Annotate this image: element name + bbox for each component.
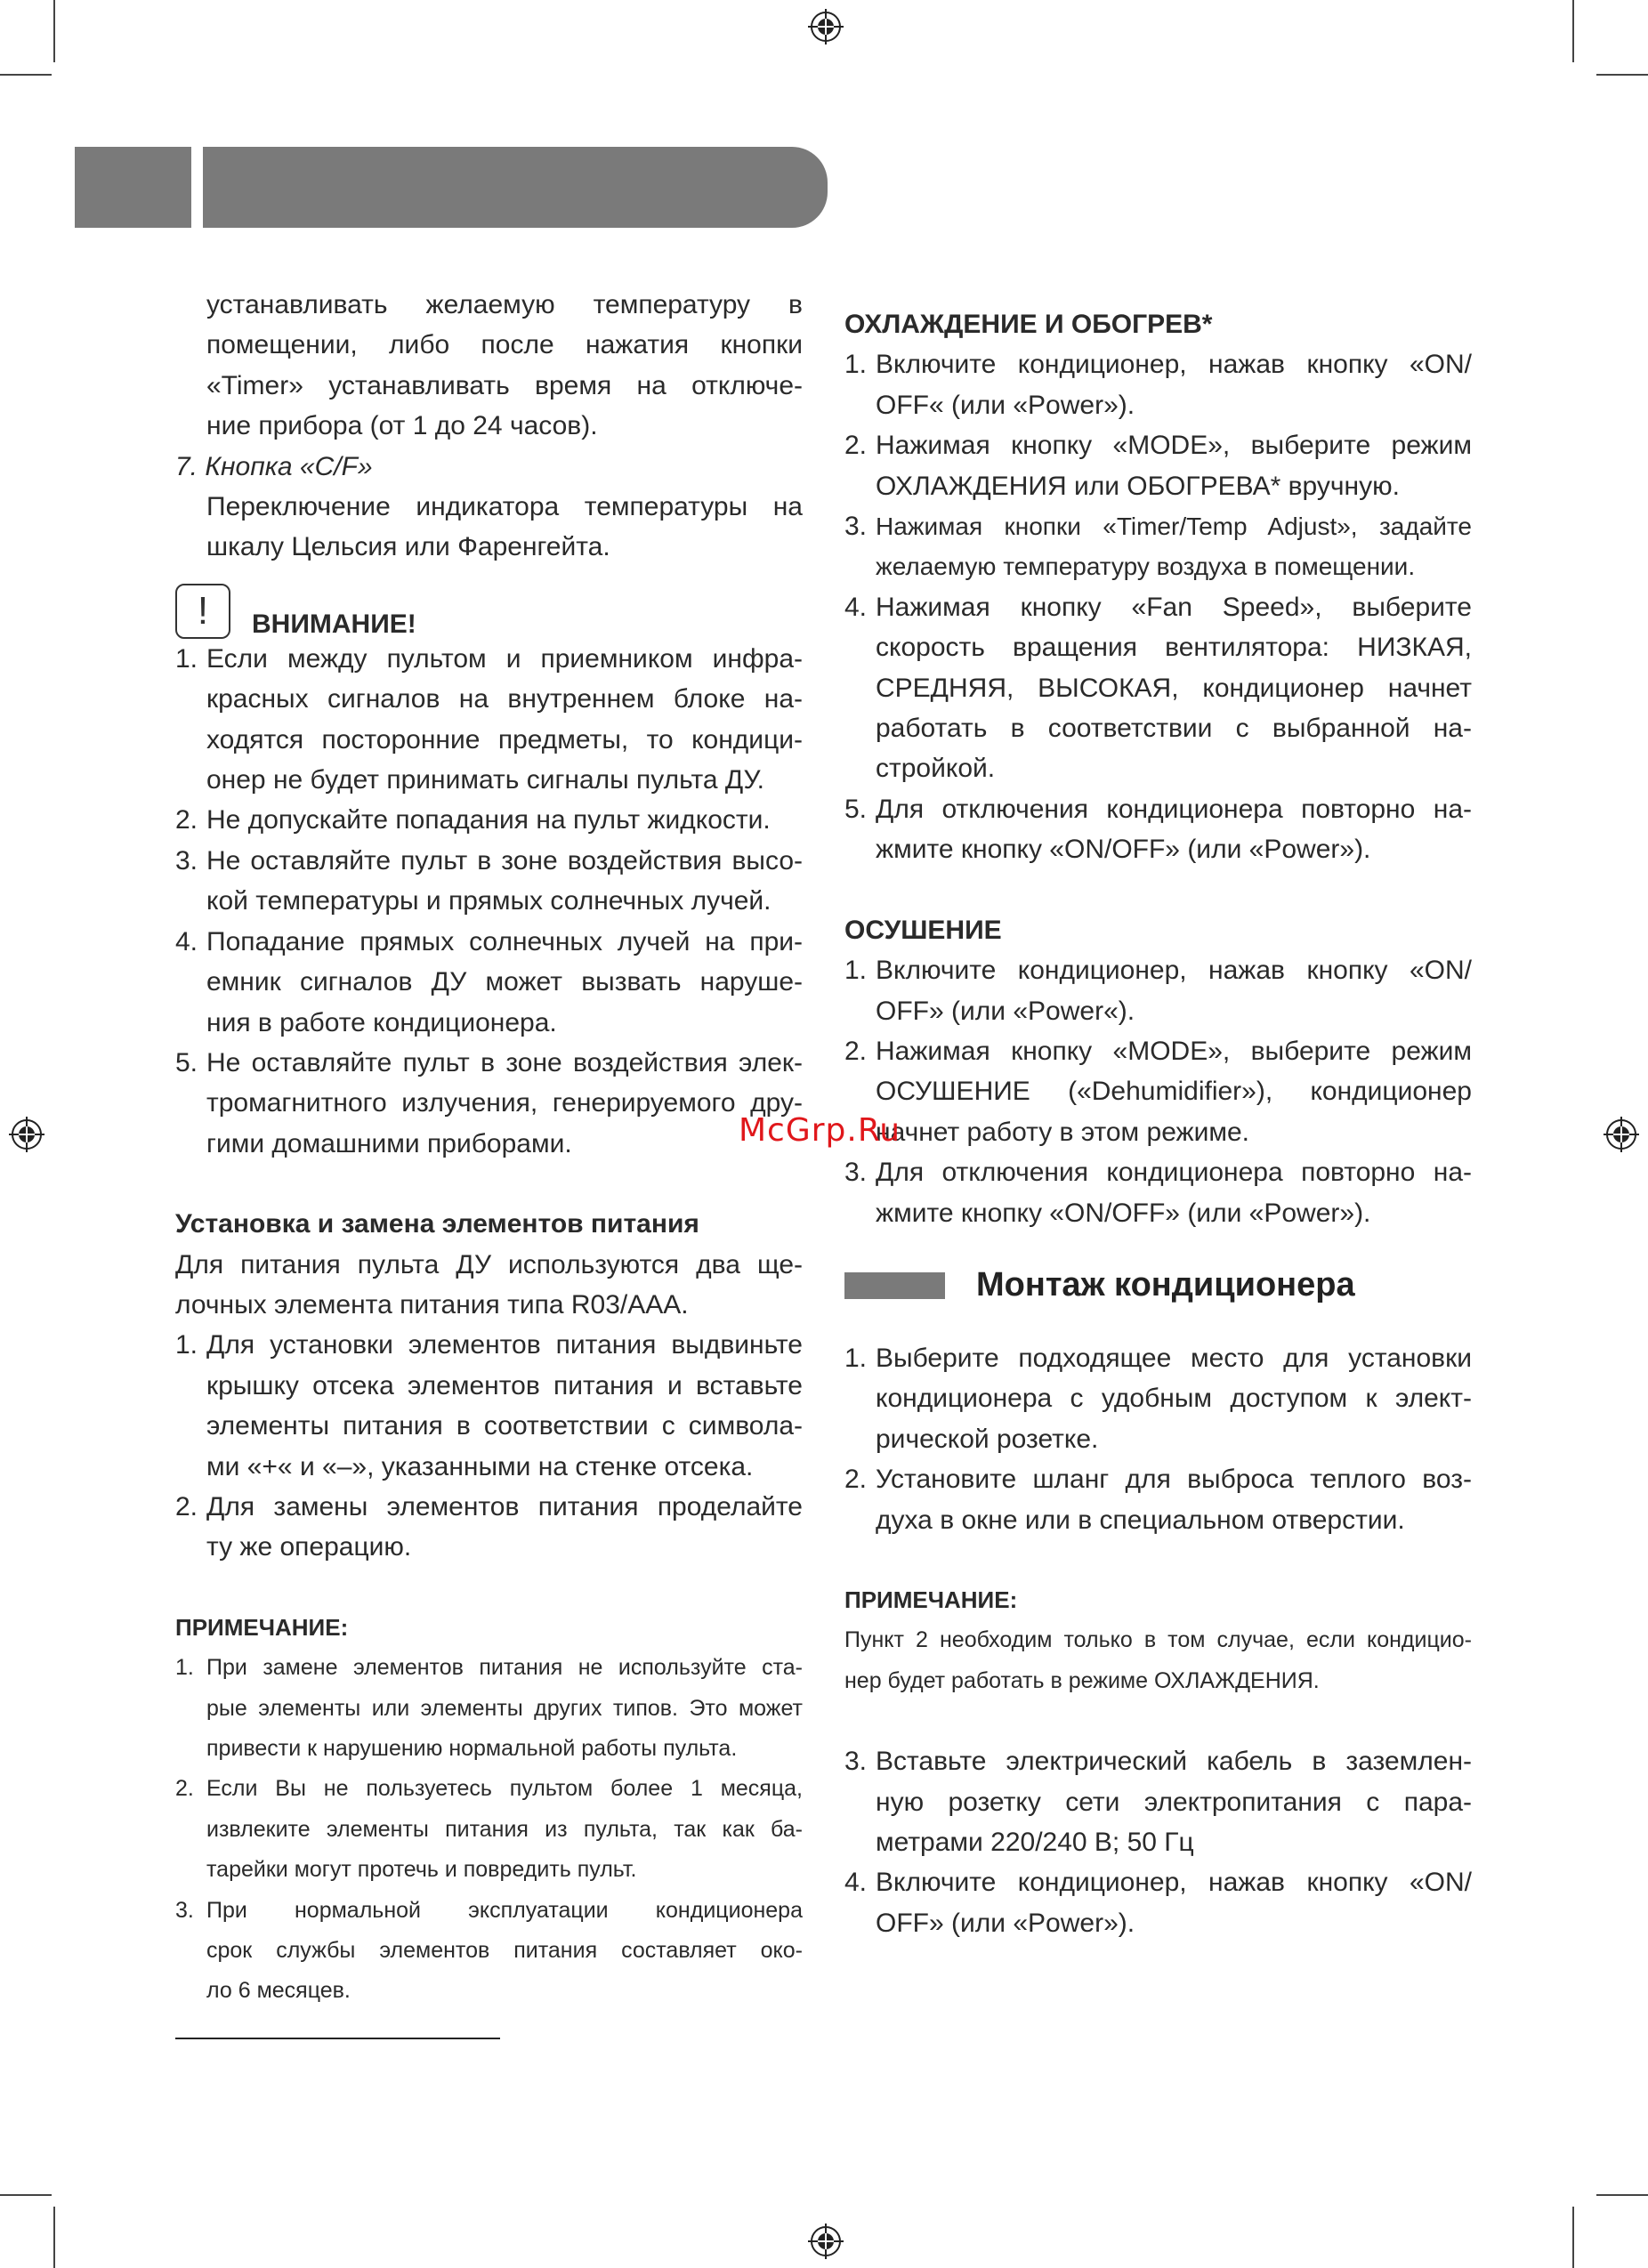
- item-number: 4.: [175, 926, 198, 956]
- item-number: 2.: [175, 1776, 194, 1802]
- item-line: красных сигналов на внутреннем блоке на-: [206, 684, 803, 714]
- list-item: [844, 1152, 1472, 1233]
- item-line: скорость вращения вентилятора: НИЗКАЯ,: [876, 633, 1472, 663]
- attention-symbol: !: [197, 588, 209, 633]
- item-line: элементы питания в соответствии с символа-: [206, 1411, 803, 1441]
- item-line: кой температуры и прямых солнечных лучей.: [206, 886, 771, 916]
- item-line: гими домашними приборами.: [206, 1128, 572, 1158]
- item-number: 2.: [844, 1465, 868, 1495]
- list-item: [844, 425, 1472, 506]
- item-line: Вставьте электрический кабель в заземлен-: [876, 1747, 1472, 1777]
- intro-line: устанавливать желаемую температуру в: [206, 290, 803, 319]
- battery-intro-line: лочных элемента питания типа R03/AAA.: [175, 1289, 689, 1320]
- intro-line: ние прибора (от 1 до 24 часов).: [206, 411, 598, 441]
- item-line: извлеките элементы питания из пульта, так как ба-: [206, 1816, 803, 1842]
- item-line: Включите кондиционер, нажав кнопку «ON/: [876, 350, 1472, 380]
- item-line: Включите кондиционер, нажав кнопку «ON/: [876, 1868, 1472, 1898]
- item-line: Установите шланг для выброса теплого воз-: [876, 1465, 1472, 1495]
- item-line: Для установки элементов питания выдвиньте: [206, 1330, 803, 1360]
- header-bar-left: [75, 147, 191, 228]
- intro-line: «Timer» устанавливать время на отключе-: [206, 370, 803, 400]
- item-number: 2.: [175, 1491, 198, 1521]
- install-title: Монтаж кондиционера: [976, 1266, 1355, 1304]
- item-line: Нажимая кнопку «MODE», выберите режим: [876, 431, 1472, 461]
- list-item: [844, 1338, 1472, 1459]
- item-line: Для отключения кондиционера повторно на-: [876, 1158, 1472, 1188]
- list-item: [175, 1487, 803, 1568]
- item-line: крышку отсека элементов питания и вставьте: [206, 1370, 803, 1400]
- list-item: [175, 1325, 803, 1487]
- item-line: емник сигналов ДУ может вызвать наруше-: [206, 967, 803, 997]
- item-line: ную розетку сети электропитания с пара-: [876, 1787, 1472, 1817]
- item-number: 5.: [844, 794, 868, 824]
- item-line: Для отключения кондиционера повторно на-: [876, 794, 1472, 824]
- crop-mark-bottom-left-v: [53, 2207, 55, 2268]
- crop-mark-top-left-h: [0, 74, 52, 76]
- item-line: Выберите подходящее место для установки: [876, 1343, 1472, 1373]
- item-number: 5.: [175, 1047, 198, 1078]
- registration-mark-top-icon: [806, 7, 845, 46]
- item-line: Для замены элементов питания проделайте: [206, 1491, 803, 1521]
- list-item: [175, 922, 803, 1043]
- right-column: [844, 304, 1472, 1943]
- item-line: срок службы элементов питания составляет око-: [206, 1938, 803, 1964]
- item-line: метрами 220/240 В; 50 Гц: [876, 1828, 1194, 1857]
- footnote-line: [175, 2038, 500, 2039]
- install-list: [844, 1338, 1472, 1540]
- item-line: Попадание прямых солнечных лучей на при-: [206, 926, 803, 956]
- item-line: Нажимая кнопки «Timer/Temp Adjust», задайте: [876, 513, 1472, 541]
- item-line: духа в окне или в специальном отверстии.: [876, 1505, 1405, 1535]
- item-line: ния в работе кондиционера.: [206, 1007, 557, 1037]
- list-item: [175, 1648, 803, 1769]
- item-line: начнет работу в этом режиме.: [876, 1117, 1250, 1147]
- left-column: [175, 285, 803, 2012]
- item-line: ОСУШЕНИЕ («Dehumidifier»), кондиционер: [876, 1077, 1472, 1107]
- note-line: Пункт 2 необходим только в том случае, если кондицио-: [844, 1627, 1472, 1653]
- item-number: 3.: [175, 1897, 194, 1923]
- item-line: Если между пультом и приемником инфра-: [206, 643, 803, 674]
- item-line: OFF« (или «Power»).: [876, 390, 1135, 420]
- list-item: [175, 639, 803, 801]
- list-item: [175, 1769, 803, 1890]
- list-item: [844, 587, 1472, 789]
- list-item: [844, 1459, 1472, 1540]
- item-number: 1.: [175, 1655, 194, 1681]
- item-line: ло 6 месяцев.: [206, 1978, 351, 2004]
- note-text-right: [844, 1620, 1472, 1701]
- crop-mark-top-right-h: [1596, 74, 1648, 76]
- item-line: ту же операцию.: [206, 1532, 412, 1562]
- attention-icon: [175, 584, 230, 639]
- crop-mark-bottom-right-v: [1572, 2207, 1574, 2268]
- header-bar-right: [203, 147, 828, 228]
- item-line: желаемую температуру воздуха в помещении.: [876, 553, 1416, 581]
- item-line: Не допускайте попадания на пульт жидкости.: [206, 805, 771, 835]
- crop-mark-top-right-v: [1572, 0, 1574, 62]
- item-line: При нормальной эксплуатации кондиционера: [206, 1897, 803, 1923]
- battery-list: [175, 1325, 803, 1567]
- item7-line: шкалу Цельсия или Фаренгейта.: [206, 532, 610, 562]
- item-number: 1.: [844, 1343, 868, 1373]
- item-number: 2.: [175, 805, 198, 835]
- list-item: [175, 1043, 803, 1164]
- item-number: 2.: [844, 1036, 868, 1066]
- item-line: Нажимая кнопку «MODE», выберите режим: [876, 1036, 1472, 1066]
- list-item: [844, 1741, 1472, 1862]
- item-number: 2.: [844, 431, 868, 461]
- cooling-list: [844, 344, 1472, 869]
- watermark: McGrp.Ru: [739, 1112, 901, 1149]
- item-line: ходятся посторонние предметы, то кондици-: [206, 724, 803, 755]
- item-line: работать в соответствии с выбранной на-: [876, 714, 1472, 744]
- crop-mark-bottom-right-h: [1596, 2194, 1648, 2196]
- item7-text: [175, 487, 803, 568]
- item-line: Не оставляйте пульт в зоне воздействия высо-: [206, 845, 803, 876]
- list-item: [175, 1891, 803, 2012]
- item-number: 4.: [844, 1868, 868, 1898]
- item-line: рые элементы или элементы других типов. Это может: [206, 1695, 803, 1721]
- item-line: Включите кондиционер, нажав кнопку «ON/: [876, 956, 1472, 986]
- item-number: 1.: [844, 350, 868, 380]
- item-line: тромагнитного излучения, генерируемого дру-: [206, 1088, 803, 1118]
- install-section-title: [844, 1258, 1472, 1313]
- note-heading-right: ПРИМЕЧАНИЕ:: [844, 1586, 1018, 1613]
- battery-intro-line: Для питания пульта ДУ используются два ще-: [175, 1249, 803, 1279]
- item-number: 3.: [175, 845, 198, 876]
- intro-text: [175, 285, 803, 447]
- section-bar: [844, 1272, 945, 1299]
- note-list-left: [175, 1648, 803, 2012]
- attention-label: ВНИМАНИЕ!: [252, 609, 416, 639]
- item-line: жмите кнопку «ON/OFF» (или «Power»).: [876, 1198, 1371, 1228]
- attention-heading: [175, 571, 803, 639]
- crop-mark-top-left-v: [53, 0, 55, 62]
- list-item: [175, 800, 803, 840]
- item-number: 1.: [175, 643, 198, 674]
- note-heading-left: ПРИМЕЧАНИЕ:: [175, 1613, 349, 1641]
- item-line: Не оставляйте пульт в зоне воздействия элек-: [206, 1047, 803, 1078]
- list-item: [844, 1031, 1472, 1152]
- registration-mark-bottom-icon: [806, 2222, 845, 2261]
- item-line: жмите кнопку «ON/OFF» (или «Power»).: [876, 835, 1371, 865]
- crop-mark-bottom-left-h: [0, 2194, 52, 2196]
- list-item: [844, 1862, 1472, 1943]
- item-number: 1.: [175, 1330, 198, 1360]
- item7-line: Переключение индикатора температуры на: [206, 492, 803, 522]
- dry-heading: ОСУШЕНИЕ: [844, 915, 1002, 945]
- item-line: OFF» (или «Power«).: [876, 996, 1135, 1026]
- intro-line: помещении, либо после нажатия кнопки: [206, 330, 803, 360]
- attention-list: [175, 639, 803, 1164]
- item-line: ОХЛАЖДЕНИЯ или ОБОГРЕВА* вручную.: [876, 471, 1400, 501]
- item-line: онер не будет принимать сигналы пульта ДУ.: [206, 765, 764, 795]
- item7-title: 7. Кнопка «C/F»: [175, 451, 373, 481]
- item-line: СРЕДНЯЯ, ВЫСОКАЯ, кондиционер начнет: [876, 673, 1472, 703]
- item-line: ми «+« и «–», указанными на стенке отсека.: [206, 1451, 754, 1481]
- item-line: привести к нарушению нормальной работы пульта.: [206, 1736, 738, 1761]
- note-line: нер будет работать в режиме ОХЛАЖДЕНИЯ.: [844, 1667, 1320, 1693]
- item-line: Нажимая кнопку «Fan Speed», выберите: [876, 592, 1472, 622]
- registration-mark-right-icon: [1602, 1115, 1641, 1154]
- list-item: [844, 344, 1472, 425]
- item-line: стройкой.: [876, 754, 996, 784]
- item-number: 4.: [844, 592, 868, 622]
- item-line: OFF» (или «Power»).: [876, 1908, 1135, 1938]
- item-line: рической розетке.: [876, 1424, 1099, 1454]
- item-number: 3.: [844, 512, 868, 542]
- item-line: При замене элементов питания не используйте ста-: [206, 1655, 803, 1681]
- item-number: 3.: [844, 1747, 868, 1777]
- list-item: [844, 950, 1472, 1031]
- list-item: [175, 841, 803, 922]
- item-line: кондиционера с удобным доступом к элект-: [876, 1384, 1472, 1414]
- dry-list: [844, 950, 1472, 1233]
- battery-heading: Установка и замена элементов питания: [175, 1209, 699, 1239]
- cooling-heading: ОХЛАЖДЕНИЕ И ОБОГРЕВ*: [844, 310, 1213, 339]
- item-number: 3.: [844, 1158, 868, 1188]
- list-item: [844, 789, 1472, 870]
- list-item: [844, 506, 1472, 587]
- item-line: тарейки могут протечь и повредить пульт.: [206, 1857, 637, 1883]
- registration-mark-left-icon: [7, 1115, 46, 1154]
- item-line: Если Вы не пользуетесь пультом более 1 месяца,: [206, 1776, 803, 1802]
- item-number: 1.: [844, 956, 868, 986]
- install-list-2: [844, 1741, 1472, 1943]
